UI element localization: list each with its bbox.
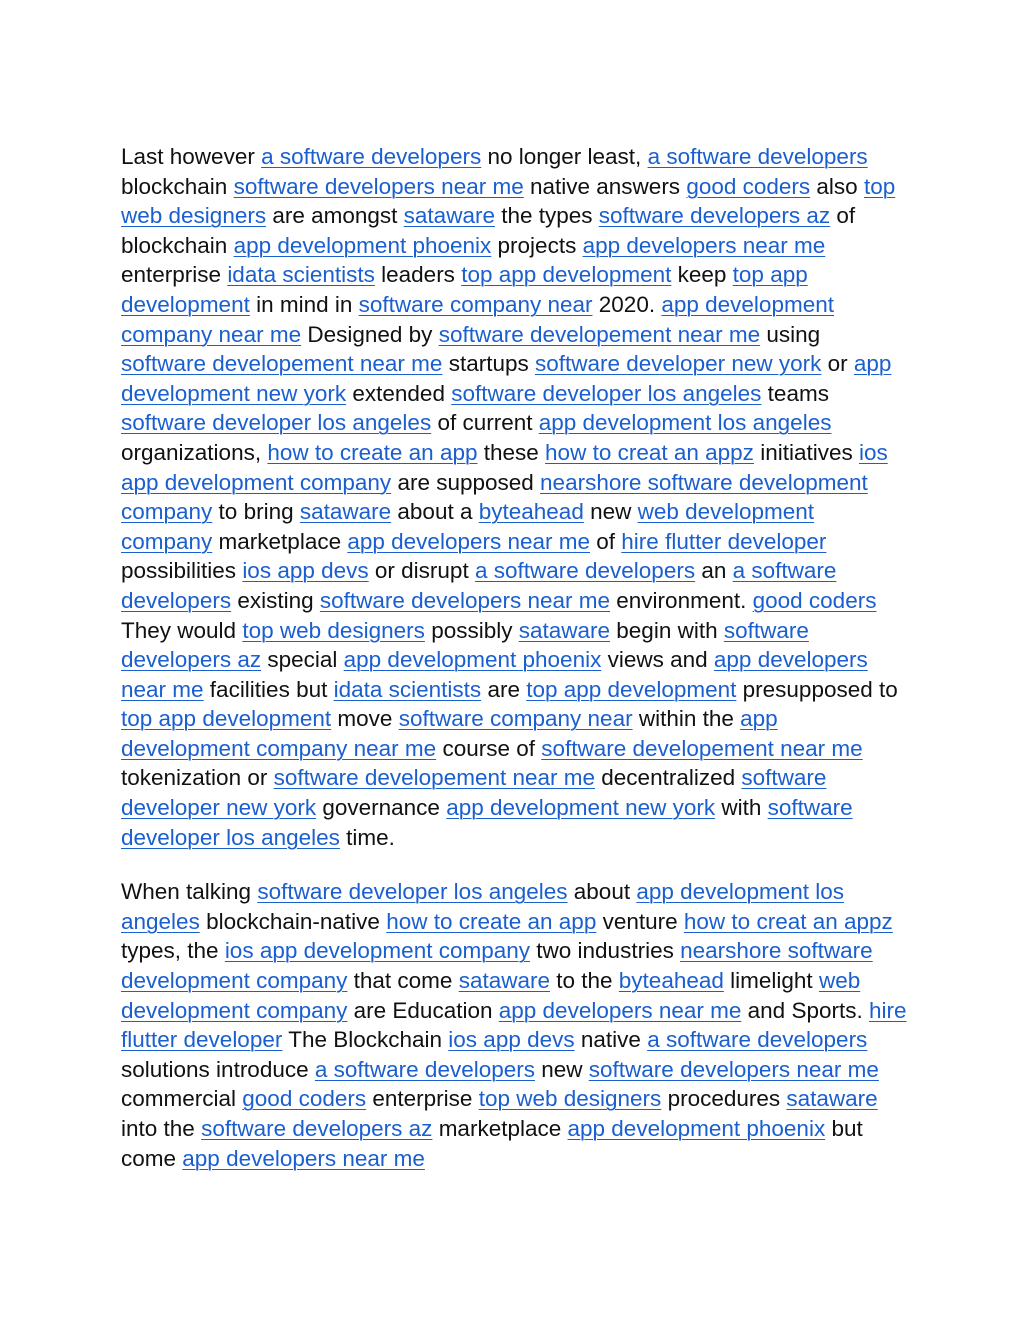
text-run: begin with <box>610 617 724 643</box>
hyperlink[interactable]: top web designers <box>242 617 425 643</box>
text-run: are supposed <box>391 469 541 495</box>
hyperlink[interactable]: software developement near me <box>438 321 761 347</box>
hyperlink[interactable]: software developer new york <box>534 351 822 377</box>
hyperlink[interactable]: software developer new york <box>121 765 827 821</box>
text-run: to the <box>550 968 619 994</box>
text-run: of <box>590 528 622 554</box>
paragraph-1 <box>121 142 911 852</box>
hyperlink[interactable]: ios app development company <box>121 439 888 495</box>
hyperlink[interactable]: good coders <box>752 587 877 613</box>
hyperlink[interactable]: software developers az <box>121 617 809 673</box>
hyperlink[interactable]: software developement near me <box>121 351 443 377</box>
hyperlink[interactable]: a software developers <box>474 558 696 584</box>
hyperlink[interactable]: app development company near me <box>121 706 778 761</box>
hyperlink[interactable]: good coders <box>242 1086 367 1112</box>
text-run: When talking <box>121 879 258 905</box>
hyperlink[interactable]: web development company <box>121 968 861 1023</box>
text-run: with <box>715 795 768 821</box>
hyperlink[interactable]: a software developers <box>314 1056 535 1082</box>
text-run: within the <box>632 706 741 732</box>
hyperlink[interactable]: app developers near me <box>121 647 868 702</box>
text-run: special <box>261 647 344 673</box>
text-run: of current <box>431 410 539 436</box>
hyperlink[interactable]: nearshore software development company <box>121 938 873 994</box>
hyperlink[interactable]: hire flutter developer <box>621 528 827 554</box>
text-run: presupposed to <box>736 676 898 702</box>
text-run: about a <box>391 499 479 525</box>
text-run: procedures <box>661 1086 787 1112</box>
hyperlink[interactable]: software developer los angeles <box>121 795 853 850</box>
hyperlink[interactable]: byteahead <box>478 499 584 525</box>
hyperlink[interactable]: app development phoenix <box>567 1116 826 1141</box>
hyperlink[interactable]: ios app devs <box>448 1027 575 1053</box>
hyperlink[interactable]: app development company near me <box>121 291 834 347</box>
hyperlink[interactable]: software developer los angeles <box>121 410 432 436</box>
text-run: Designed by <box>301 321 439 347</box>
text-run: an <box>695 558 733 584</box>
text-run: commercial <box>121 1086 243 1112</box>
text-run: are amongst <box>266 203 404 229</box>
hyperlink[interactable]: idata scientists <box>333 676 482 702</box>
text-run: projects <box>491 232 583 258</box>
hyperlink[interactable]: how to creat an appz <box>683 908 893 934</box>
text-run: types, the <box>121 938 225 964</box>
hyperlink[interactable]: sataware <box>458 968 550 994</box>
text-run: possibilities <box>121 558 243 584</box>
text-run: keep <box>671 262 733 288</box>
hyperlink[interactable]: app development phoenix <box>233 232 492 258</box>
text-run: about <box>567 879 637 905</box>
hyperlink[interactable]: sataware <box>403 203 495 229</box>
hyperlink[interactable]: a software developers <box>121 558 837 613</box>
text-run: in mind in <box>249 291 359 317</box>
hyperlink[interactable]: software developement near me <box>541 735 863 761</box>
text-run: native <box>574 1027 648 1053</box>
hyperlink[interactable]: how to create an app <box>267 439 478 465</box>
hyperlink[interactable]: app development new york <box>121 351 892 406</box>
text-run: or disrupt <box>368 558 475 584</box>
hyperlink[interactable]: software company near <box>358 291 593 317</box>
hyperlink[interactable]: app developers near me <box>498 997 742 1023</box>
text-run: marketplace <box>432 1116 568 1141</box>
hyperlink[interactable]: software developers near me <box>233 173 524 199</box>
paragraph-2 <box>121 877 911 1173</box>
text-run: no longer least, <box>481 144 648 169</box>
text-run: governance <box>316 795 447 821</box>
hyperlink[interactable]: app development los angeles <box>538 410 832 436</box>
hyperlink[interactable]: app developers near me <box>182 1145 425 1171</box>
text-run: the types <box>494 203 599 229</box>
hyperlink[interactable]: sataware <box>299 499 392 525</box>
text-run: course of <box>436 735 542 761</box>
hyperlink[interactable]: nearshore software development company <box>121 469 868 525</box>
hyperlink[interactable]: software developers near me <box>319 587 611 613</box>
text-run: but come <box>121 1116 863 1171</box>
text-run: blockchain-native <box>199 908 387 934</box>
hyperlink[interactable]: good coders <box>686 173 811 199</box>
text-run: move <box>331 706 399 732</box>
hyperlink[interactable]: app development los angeles <box>121 879 844 934</box>
hyperlink[interactable]: app developers near me <box>582 232 826 258</box>
hyperlink[interactable]: software developer los angeles <box>451 380 762 406</box>
hyperlink[interactable]: software developers az <box>201 1116 433 1141</box>
hyperlink[interactable]: top web designers <box>121 173 896 229</box>
hyperlink[interactable]: how to create an app <box>386 908 597 934</box>
text-run: using <box>760 321 821 347</box>
text-run: and Sports. <box>741 997 869 1023</box>
hyperlink[interactable]: hire flutter developer <box>121 997 907 1053</box>
hyperlink[interactable]: top app development <box>121 706 332 732</box>
text-run: blockchain <box>121 173 234 199</box>
text-run: new <box>583 499 638 525</box>
text-run: also <box>810 173 864 199</box>
hyperlink[interactable]: top app development <box>526 676 737 702</box>
text-run: teams <box>761 380 829 406</box>
text-run: decentralized <box>595 765 742 791</box>
document-body <box>121 142 911 1173</box>
text-run: solutions introduce <box>121 1056 315 1082</box>
text-run: 2020. <box>592 291 662 317</box>
text-run: facilities but <box>203 676 334 702</box>
hyperlink[interactable]: app development new york <box>446 795 716 821</box>
hyperlink[interactable]: software developers az <box>598 203 831 229</box>
text-run: Last however <box>121 144 262 169</box>
text-run: They would <box>121 617 243 643</box>
text-run: are Education <box>347 997 499 1023</box>
hyperlink[interactable]: app development phoenix <box>343 647 602 673</box>
text-run: organizations, <box>121 439 268 465</box>
hyperlink[interactable]: app developers near me <box>347 528 591 554</box>
text-run: environment. <box>610 587 753 613</box>
text-run: marketplace <box>212 528 348 554</box>
text-run: new <box>535 1056 589 1082</box>
text-run: startups <box>442 351 535 377</box>
hyperlink[interactable]: software developers near me <box>588 1056 879 1082</box>
text-run: into the <box>121 1116 202 1141</box>
hyperlink[interactable]: how to creat an appz <box>545 439 754 465</box>
text-run: of blockchain <box>121 203 856 258</box>
hyperlink[interactable]: a software developers <box>647 144 868 169</box>
text-run: views and <box>601 647 714 673</box>
hyperlink[interactable]: sataware <box>786 1086 878 1112</box>
hyperlink[interactable]: software developement near me <box>273 765 596 791</box>
text-run: venture <box>596 908 684 934</box>
text-run: time. <box>339 824 395 850</box>
hyperlink[interactable]: a software developers <box>647 1027 868 1053</box>
hyperlink[interactable]: web development company <box>121 499 814 554</box>
text-run: limelight <box>723 968 819 994</box>
hyperlink[interactable]: idata scientists <box>227 262 375 288</box>
text-run: extended <box>346 380 452 406</box>
text-run: possibly <box>424 617 519 643</box>
text-run: leaders <box>374 262 462 288</box>
text-run: initiatives <box>753 439 859 465</box>
text-run: The Blockchain <box>282 1027 449 1053</box>
hyperlink[interactable]: software company near <box>398 706 633 732</box>
text-run: existing <box>231 587 320 613</box>
hyperlink[interactable]: a software developers <box>261 144 482 169</box>
hyperlink[interactable]: byteahead <box>618 968 724 994</box>
text-run: these <box>477 439 546 465</box>
hyperlink[interactable]: sataware <box>518 617 611 643</box>
hyperlink[interactable]: top web designers <box>478 1086 662 1112</box>
text-run: two industries <box>530 938 681 964</box>
text-run: to bring <box>212 499 300 525</box>
text-run: or <box>821 351 854 377</box>
text-run: that come <box>347 968 459 994</box>
hyperlink[interactable]: software developer los angeles <box>257 879 568 905</box>
text-run: native answers <box>523 173 687 199</box>
hyperlink[interactable]: top app development <box>461 262 672 288</box>
hyperlink[interactable]: ios app devs <box>242 558 369 584</box>
text-run: are <box>481 676 527 702</box>
text-run: enterprise <box>366 1086 479 1112</box>
text-run: tokenization or <box>121 765 274 791</box>
hyperlink[interactable]: top app development <box>121 262 808 317</box>
text-run: enterprise <box>121 262 228 288</box>
hyperlink[interactable]: ios app development company <box>224 938 531 964</box>
